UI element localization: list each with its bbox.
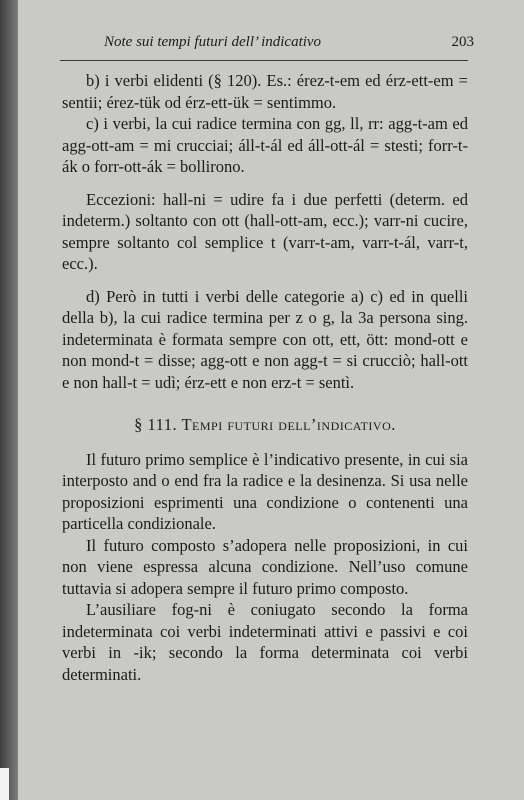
paragraph: Il futuro primo semplice è l’indicativo presente, in cui sia interposto and o end fra la radice e la desinenza. Si usa nelle proposizioni esprimenti una condizione o contenenti una particella condizionale. bbox=[62, 449, 468, 533]
body-text bbox=[62, 70, 468, 685]
book-page bbox=[18, 0, 524, 800]
page-gutter-shadow bbox=[0, 0, 18, 800]
paragraph: c) i verbi, la cui radice termina con gg, ll, rr: agg-t-am ed agg-ott-am = mi crucciai; áll-t-ál ed áll-ott-ál = stesti; forr-t-ák o forr-ott-ák = bollirono. bbox=[62, 114, 468, 176]
paragraph: b) i verbi elidenti (§ 120). Es.: érez-t-em ed érz-ett-em = sentii; érez-tük od érz-ett-ük = sentimmo. bbox=[62, 71, 468, 112]
paragraph: L’ausiliare fog-ni è coniugato secondo la forma indeterminata coi verbi indeterminati attivi e passivi e coi verbi in -ik; secondo la forma determinata coi verbi determinati. bbox=[62, 600, 468, 684]
scan-corner-mark bbox=[0, 768, 9, 800]
paragraph: Eccezioni: hall-ni = udire fa i due perfetti (determ. ed indeterm.) soltanto con ott (hall-ott-am, ecc.); varr-ni cucire, sempre soltanto col semplice t (varr-t-am, varr-t-ál, varr-t, ecc.). bbox=[62, 189, 468, 273]
paragraph: Il futuro composto s’adopera nelle proposizioni, in cui non viene espressa alcuna condizione. Nell’uso comune tuttavia si adopera sempre il futuro primo composto. bbox=[62, 535, 468, 598]
page-number: 203 bbox=[451, 34, 474, 50]
running-header bbox=[104, 34, 474, 51]
paragraph: d) Però in tutti i verbi delle categorie a) c) ed in quelli della b), la cui radice termina per z o g, la 3a persona sing. indeterminata è formata sempre con ott, ett, ött: mond-ott e non mond-t = disse; agg-ott e non agg-t = si crucciò; hall-ott e non hall-t = udì; érz-ett e non erz-t = sentì. bbox=[62, 286, 468, 392]
header-rule bbox=[60, 60, 468, 61]
section-heading: § 111. Tempi futuri dell’indicativo. bbox=[134, 415, 396, 434]
running-header-title: Note sui tempi futuri dell’ indicativo bbox=[104, 34, 322, 50]
